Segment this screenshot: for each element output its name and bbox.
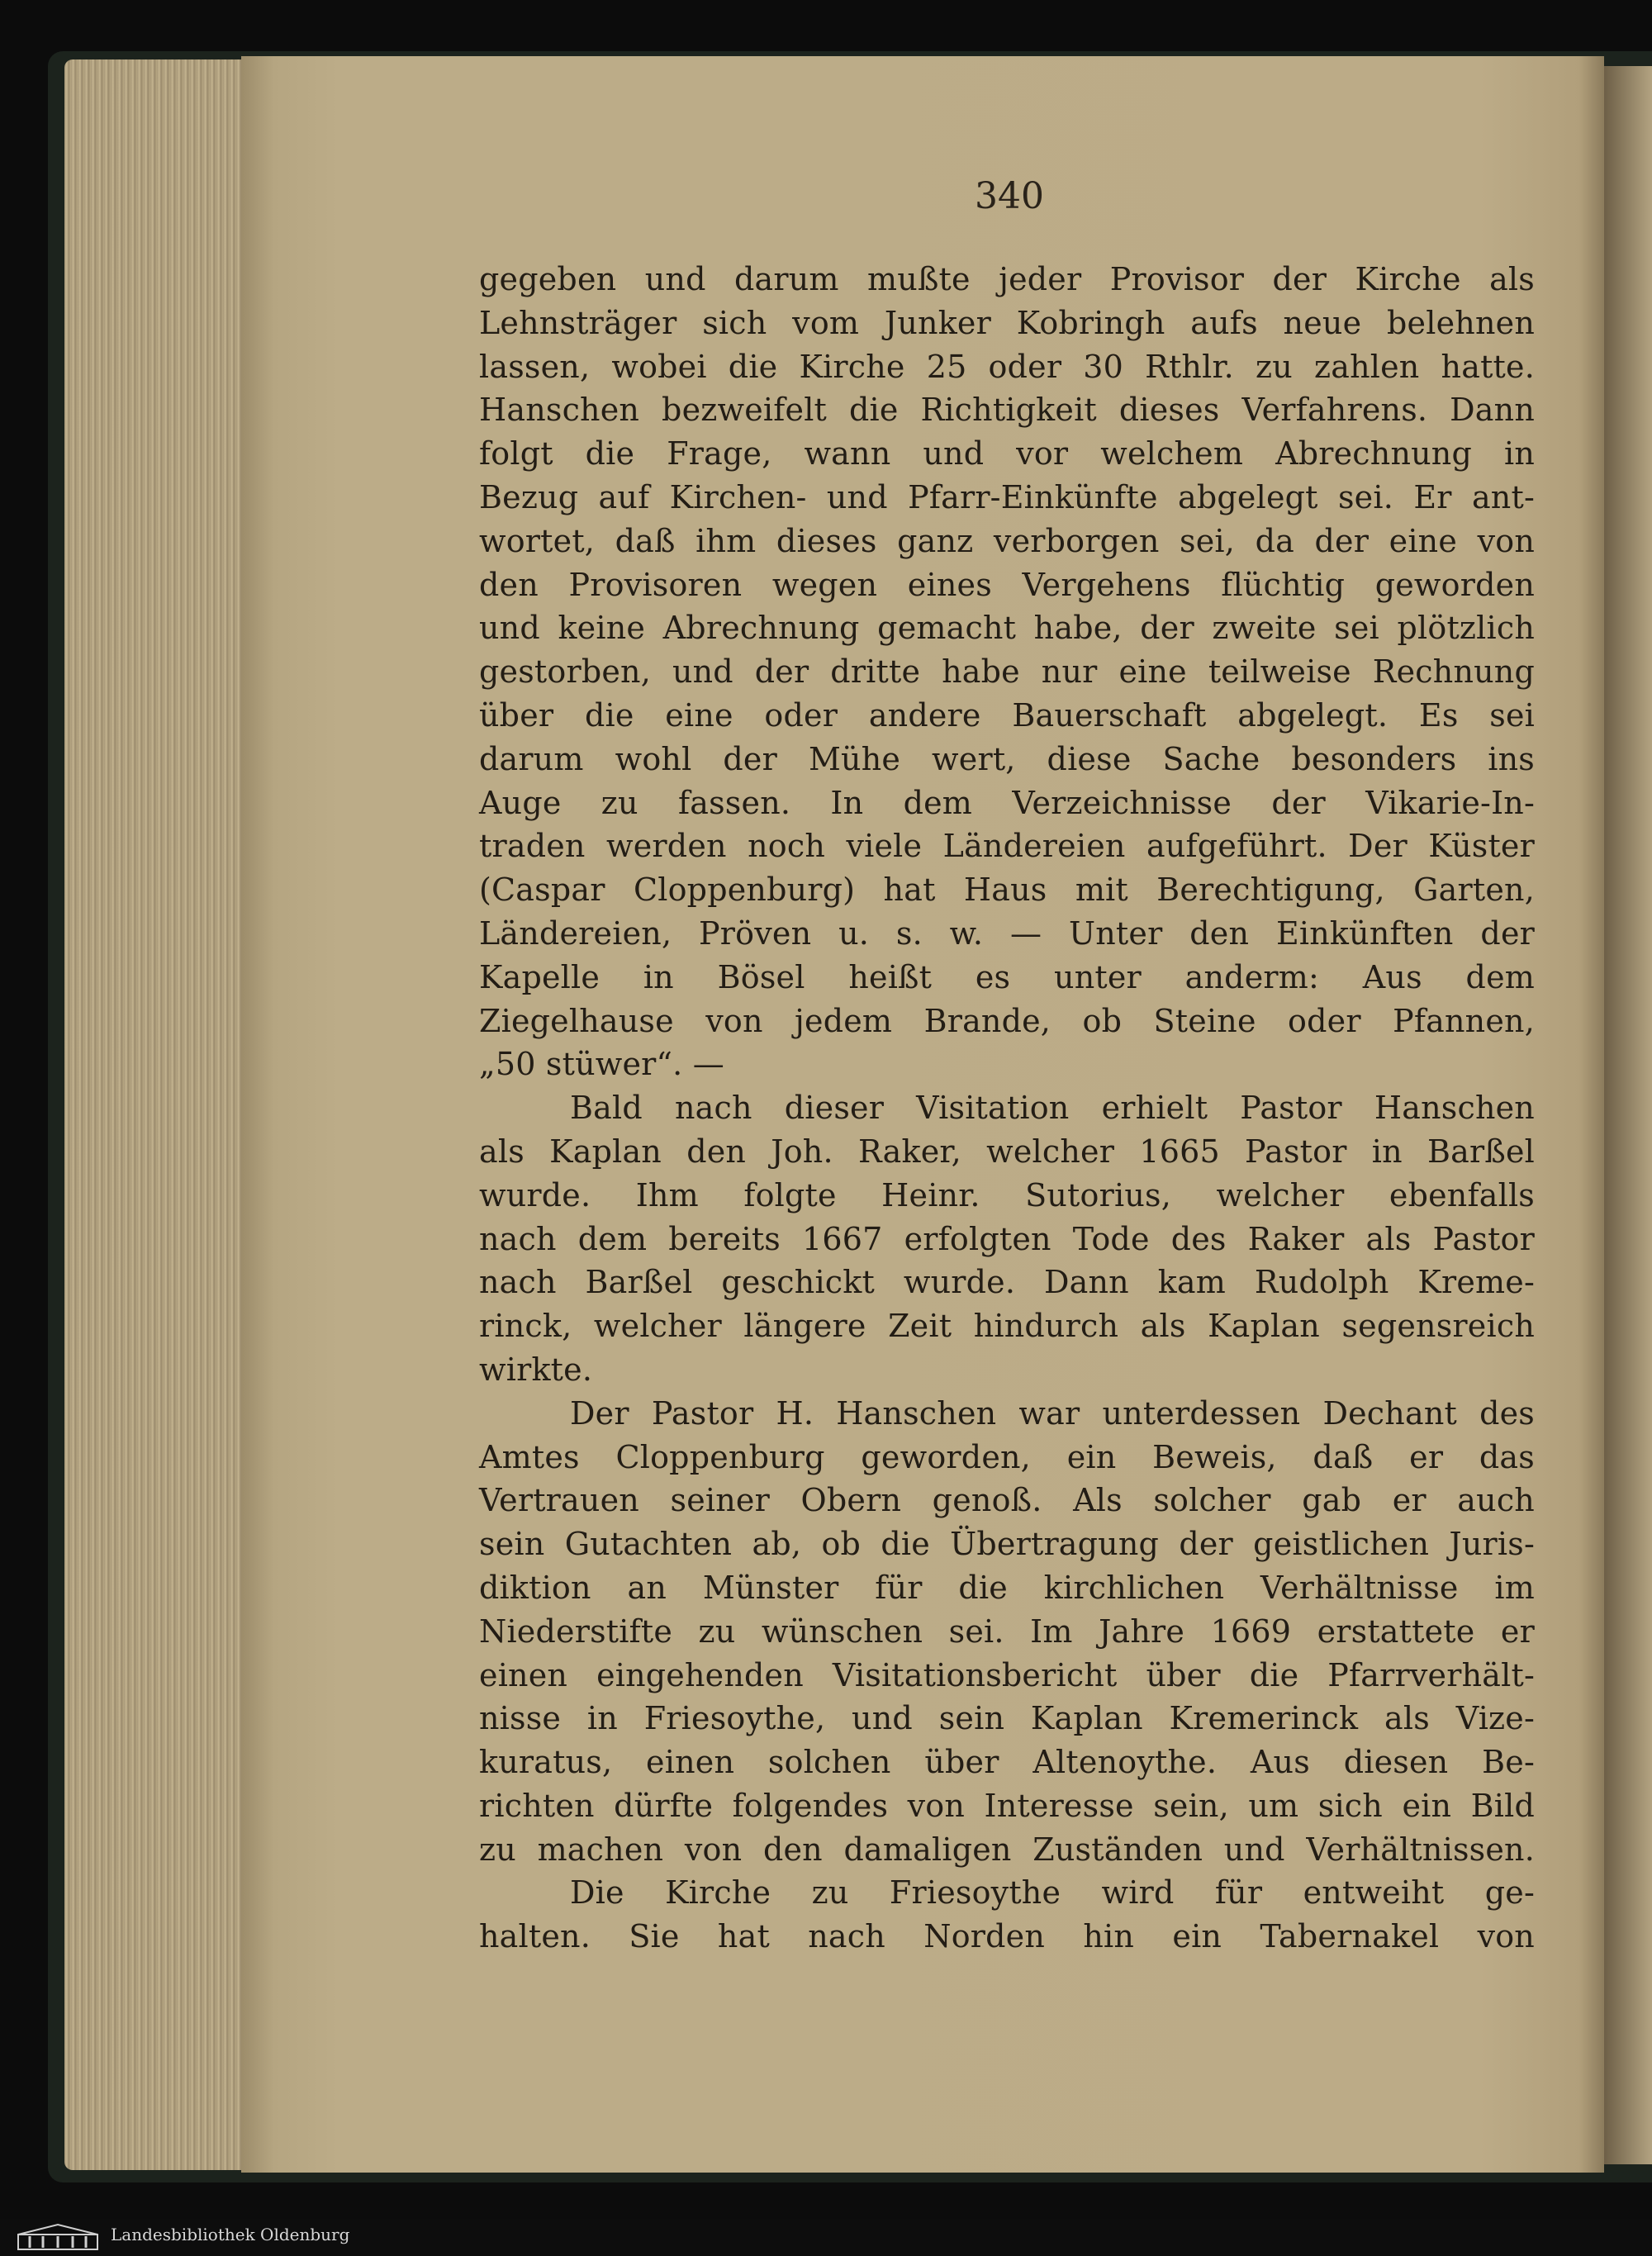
text-line: als Kaplan den Joh. Raker, welcher 1665 Pastor in Barßel — [479, 1133, 1535, 1170]
text-line: und keine Abrechnung gemacht habe, der zweite sei plötzlich — [479, 610, 1535, 647]
text-line: nach Barßel geschickt wurde. Dann kam Rudolph Kreme- — [479, 1264, 1535, 1301]
text-line: über die eine oder andere Bauerschaft abgelegt. Es sei — [479, 696, 1535, 734]
text-line: Ländereien, Pröven u. s. w. — Unter den Einkünften der — [479, 914, 1535, 952]
text-line: Der Pastor H. Hanschen war unterdessen Dechant des — [570, 1394, 1535, 1432]
text-line: Vertrauen seiner Obern genoß. Als solcher gab er auch — [479, 1482, 1535, 1519]
text-line: zu machen von den damaligen Zuständen und Verhältnissen. — [479, 1831, 1535, 1868]
text-line: lassen, wobei die Kirche 25 oder 30 Rthlr. zu zahlen hatte. — [479, 348, 1535, 385]
text-line: Bald nach dieser Visitation erhielt Pastor Hanschen — [570, 1090, 1535, 1127]
text-line: Hanschen bezweifelt die Richtigkeit dieses Verfahrens. Dann — [479, 392, 1535, 429]
text-line: Niederstifte zu wünschen sei. Im Jahre 1669 erstattete er — [479, 1612, 1535, 1650]
page-text — [479, 258, 1535, 1959]
text-line: wirkte. — [479, 1351, 593, 1388]
text-line: rinck, welcher längere Zeit hindurch als Kaplan segensreich — [479, 1308, 1535, 1345]
text-line: traden werden noch viele Ländereien aufgeführt. Der Küster — [479, 828, 1535, 865]
text-line: halten. Sie hat nach Norden hin ein Tabernakel von — [479, 1918, 1535, 1955]
text-line: folgt die Frage, wann und vor welchem Abrechnung in — [479, 435, 1535, 473]
text-line: gestorben, und der dritte habe nur eine teilweise Rechnung — [479, 653, 1535, 691]
text-line: diktion an Münster für die kirchlichen Verhältnisse im — [479, 1569, 1535, 1606]
page-number: 340 — [975, 175, 1044, 217]
text-line: einen eingehenden Visitationsbericht über die Pfarrverhält- — [479, 1656, 1535, 1693]
page-edges — [64, 59, 246, 2170]
text-line: wortet, daß ihm dieses ganz verborgen sei, da der eine von — [479, 522, 1535, 559]
text-line: den Provisoren wegen eines Vergehens flüchtig geworden — [479, 566, 1535, 603]
text-line: nach dem bereits 1667 erfolgten Tode des Raker als Pastor — [479, 1220, 1535, 1257]
library-building-logo-icon — [17, 2223, 99, 2251]
text-line: gegeben und darum mußte jeder Provisor der Kirche als — [479, 261, 1535, 297]
facing-page-edge — [1604, 66, 1652, 2164]
footer-library-name: Landesbibliothek Oldenburg — [111, 2225, 350, 2244]
text-line: darum wohl der Mühe wert, diese Sache besonders ins — [479, 740, 1535, 777]
text-line: nisse in Friesoythe, und sein Kaplan Kremerinck als Vize- — [479, 1700, 1535, 1737]
text-line: richten dürfte folgendes von Interesse sein, um sich ein Bild — [479, 1787, 1535, 1824]
text-line: kuratus, einen solchen über Altenoythe. Aus diesen Be- — [479, 1744, 1535, 1781]
text-line: „50 stüwer“. — — [479, 1046, 724, 1083]
text-line: Amtes Cloppenburg geworden, ein Beweis, daß er das — [479, 1438, 1535, 1475]
text-line: Die Kirche zu Friesoythe wird für entweiht ge- — [570, 1874, 1535, 1912]
text-line: (Caspar Cloppenburg) hat Haus mit Berechtigung, Garten, — [479, 872, 1535, 909]
text-line: Auge zu fassen. In dem Verzeichnisse der Vikarie-In- — [479, 784, 1535, 821]
text-line: sein Gutachten ab, ob die Übertragung der geistlichen Juris- — [479, 1526, 1535, 1563]
text-line: Kapelle in Bösel heißt es unter anderm: Aus dem — [479, 958, 1535, 995]
text-line: wurde. Ihm folgte Heinr. Sutorius, welcher ebenfalls — [479, 1176, 1535, 1213]
text-line: Bezug auf Kirchen- und Pfarr-Einkünfte abgelegt sei. Er ant- — [479, 478, 1535, 515]
text-line: Ziegelhause von jedem Brande, ob Steine oder Pfannen, — [479, 1002, 1535, 1039]
text-line: Lehnsträger sich vom Junker Kobringh aufs neue belehnen — [479, 304, 1535, 341]
